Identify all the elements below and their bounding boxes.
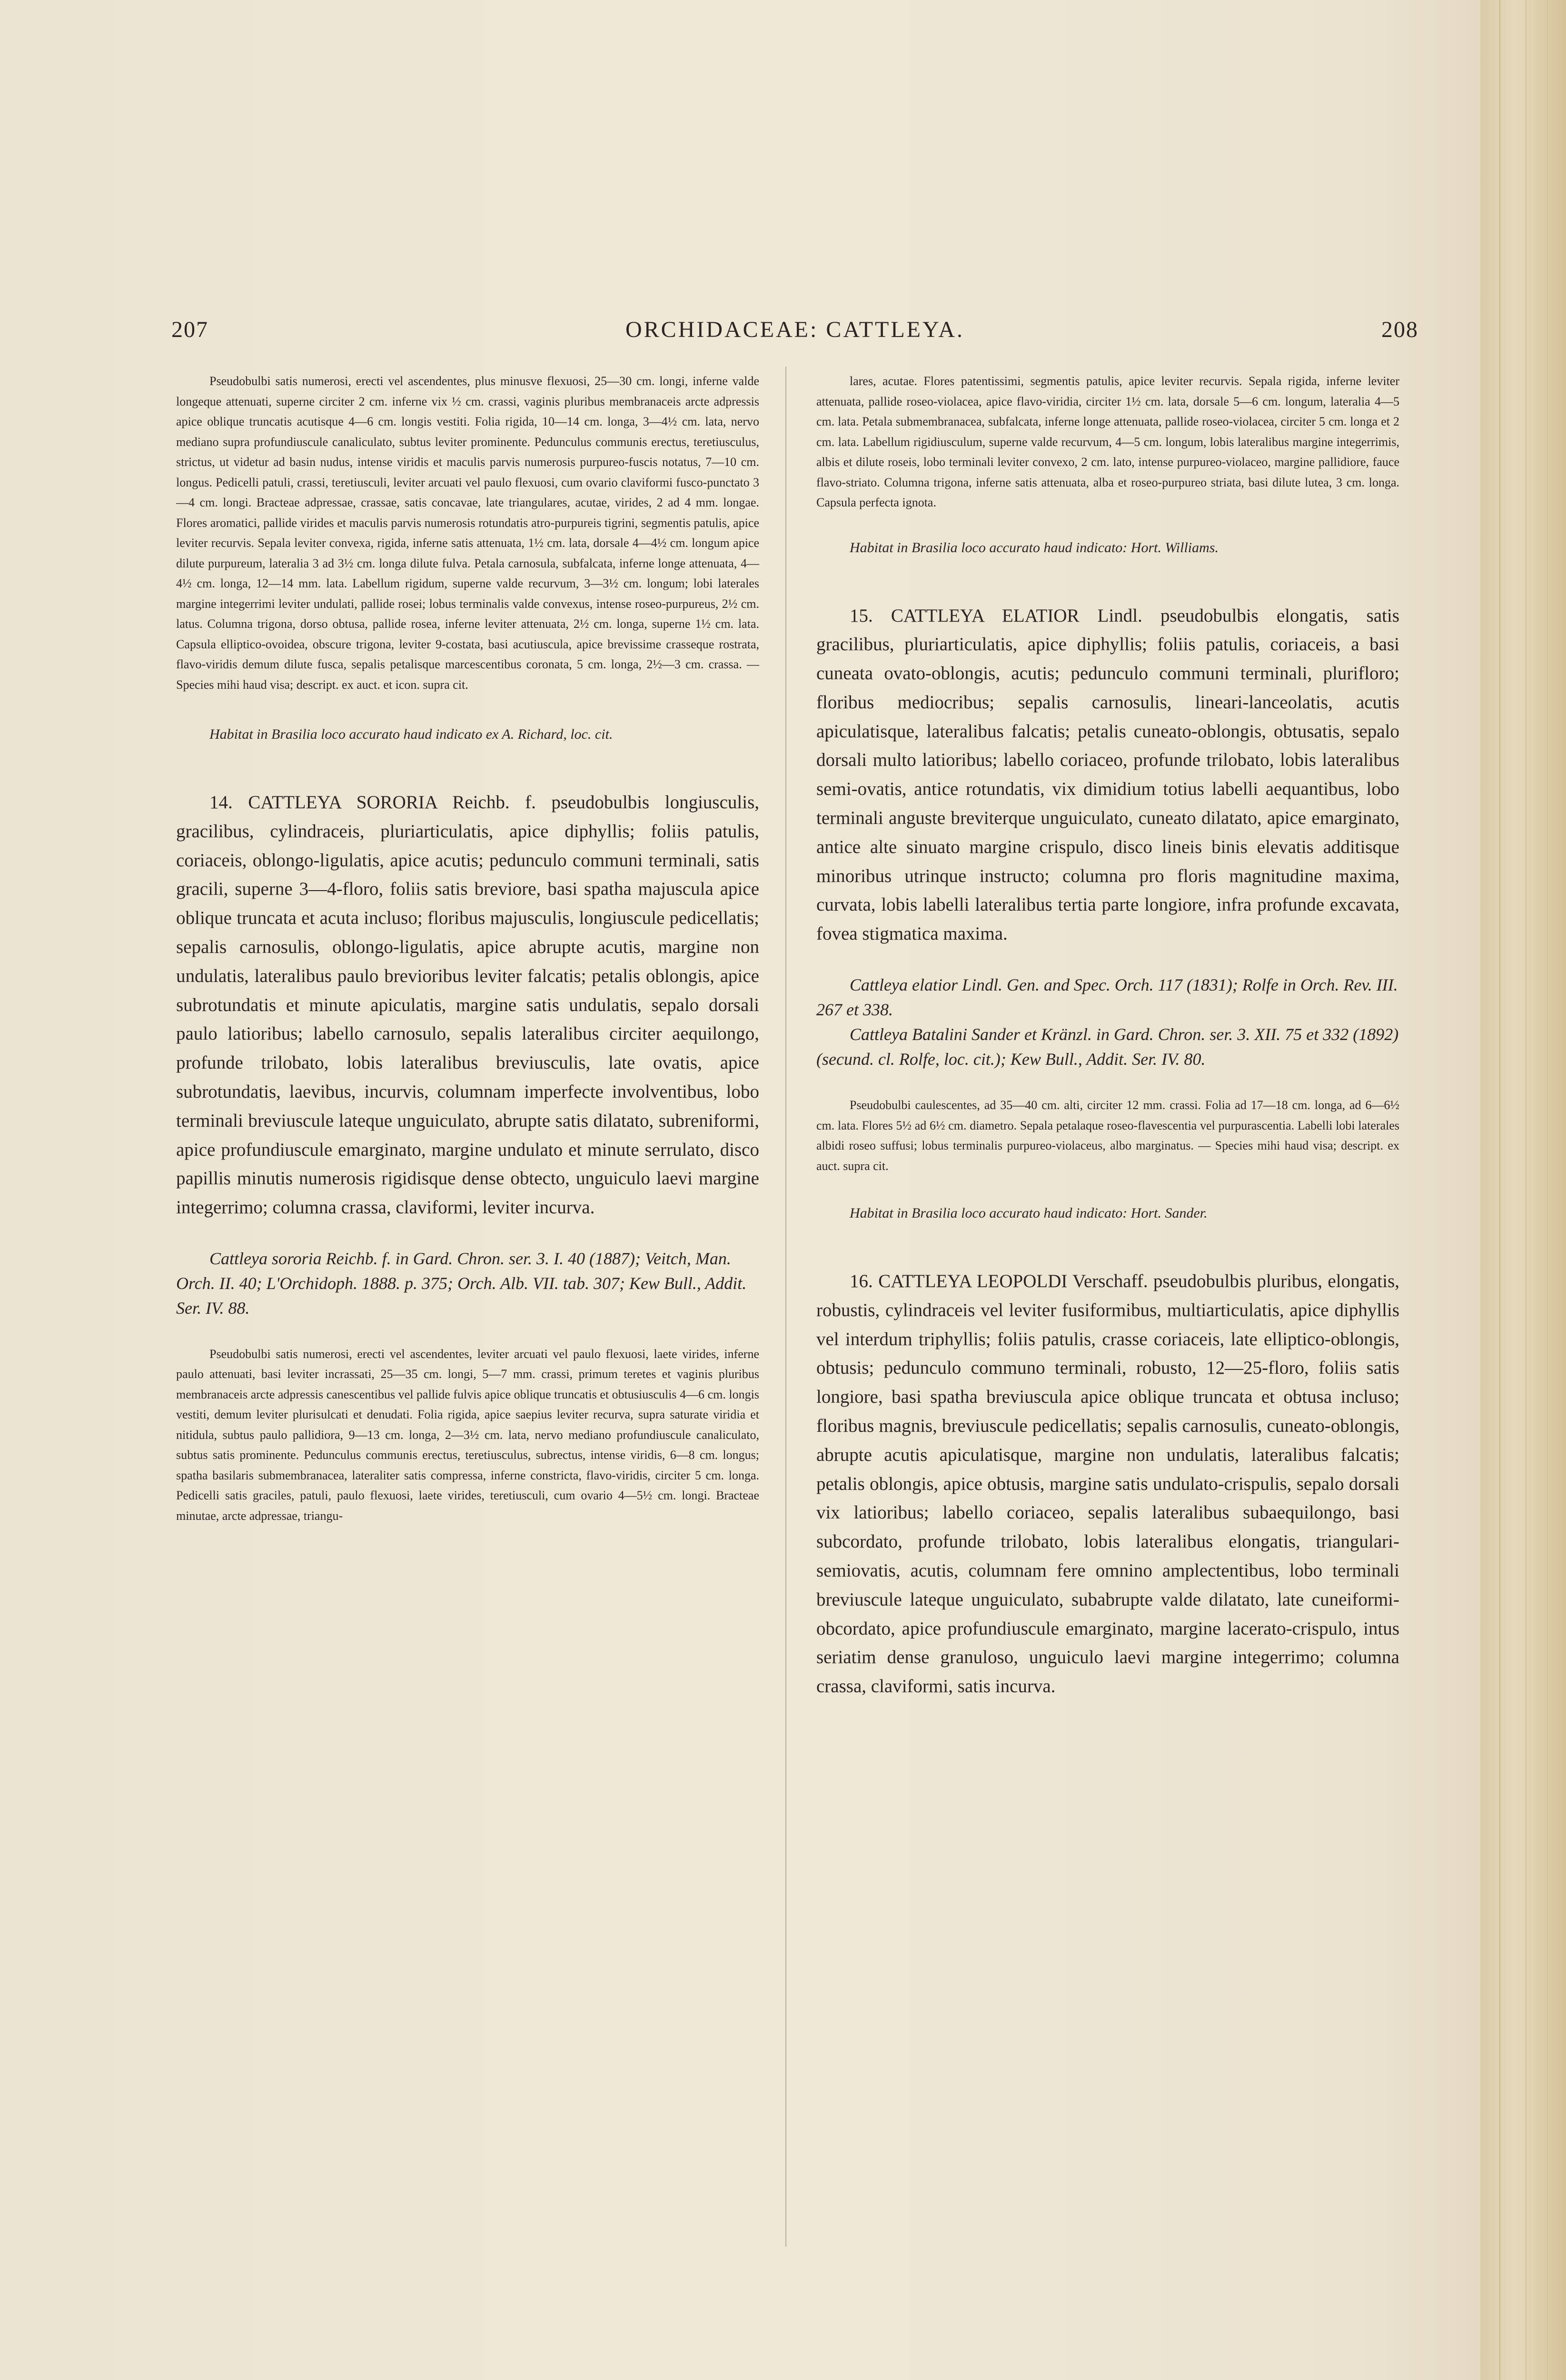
species-13-description: Pseudobulbi satis numerosi, erecti vel ascendentes, plus minusve flexuosi, 25—30 cm. longi, inferne valde longeque attenuati, superne circiter 2 cm. inferne vix ½ cm. crassi, vaginis pluribus membranaceis arcte adpressis apice oblique truncatis acutisque 4—6 cm. longis vestiti. Folia rigida, 10—14 cm. longa, 3—4½ cm. lata, nervo mediano supra profundiuscule canaliculato, subtus leviter prominente. Pedunculus communis erectus, teretiusculus, strictus, ut videtur ad basin nudus, intense viridis et maculis parvis numerosis purpureo-fuscis notatus, 7—10 cm. longus. Pedicelli patuli, crassi, teretiusculi, leviter arcuati vel paulo flexuosi, cum ovario claviformi fusco-punctato 3—4 cm. longi. Bracteae adpressae, crassae, satis concavae, late triangulares, acutae, virides, 2 ad 4 mm. longae. Flores aromatici, pallide virides et maculis parvis numerosis rotundatis atro-purpureis tigrini, segmentis patulis, apice leviter recurvis. Sepala leviter convexa, rigida, inferne satis attenuata, 1½ cm. lata, dorsale 4—4½ cm. longum apice dilute purpureum, lateralia 3 ad 3½ cm. longa dilute fulva. Petala carnosula, subfalcata, inferne longe attenuata, 4—4½ cm. longa, 12—14 mm. lata. Labellum rigidum, superne valde recurvum, 3—3½ cm. longum; lobi laterales margine integerrimi leviter undulati, pallide rosei; lobus terminalis valde convexus, intense roseo-purpureus, 2½ cm. latus. Columna trigona, dorso obtusa, pallide rosea, inferne leviter attenuata, 2½ cm. longa, superne 1½ cm. lata. Capsula elliptico-ovoidea, obscure trigona, leviter 9-costata, basi acutiuscula, apice brevissime crasseque rostrata, flavo-viridis demum dilute fusca, sepalis petalisque marcescentibus coronata, 5 cm. longa, 2½—3 cm. crassa. — Species mihi haud visa; descript. ex auct. et icon. supra cit.: [176, 374, 759, 692]
left-column: [176, 371, 759, 1526]
species-15-citation-b: Cattleya Batalini Sander et Kränzl. in Gard. Chron. ser. 3. XII. 75 et 332 (1892) (secund. cl. Rolfe, loc. cit.); Kew Bull., Addit. Ser. IV. 80.: [816, 1025, 1399, 1069]
species-15-habitat: Habitat in Brasilia loco accurato haud indicato: Hort. Sander.: [850, 1205, 1208, 1221]
species-13-habitat: Habitat in Brasilia loco accurato haud indicato ex A. Richard, loc. cit.: [209, 726, 613, 742]
page-edge-right: [1480, 0, 1566, 2380]
species-14-description-cont: lares, acutae. Flores patentissimi, segmentis patulis, apice leviter recurvis. Sepala rigida, inferne leviter attenuata, pallide roseo-violacea, apice flavo-viridia, circiter 1½ cm. lata, dorsale 5—6 cm. longum, lateralia 4—5 cm. lata. Petala submembranacea, subfalcata, inferne longe attenuata, pallide roseo-violacea, circiter 5 cm. longa et 2 cm. lata. Labellum rigidiusculum, superne valde recurvum, 4—5 cm. longum, lobis lateralibus margine integerrimis, albis et dilute roseis, lobo terminali leviter convexo, 2 cm. lato, intense purpureo-violaceo, margine pallidiore, fauce flavo-striato. Columna trigona, inferne satis attenuata, alba et roseo-purpureo striata, basi dilute lutea, 3 cm. longa. Capsula perfecta ignota.: [816, 374, 1399, 509]
running-header: [171, 317, 1418, 355]
edge-line: [1547, 0, 1548, 2380]
right-column: [816, 371, 1399, 1701]
running-title: ORCHIDACEAE: CATTLEYA.: [625, 317, 964, 342]
species-15-description: Pseudobulbi caulescentes, ad 35—40 cm. alti, circiter 12 mm. crassi. Folia ad 17—18 cm. longa, ad 6—6½ cm. lata. Flores 5½ ad 6½ cm. diametro. Sepala petalaque roseo-flavescentia vel purpurascentia. Labelli lobi laterales albidi roseo suffusi; lobus terminalis purpureo-violaceus, albo marginatus. — Species mihi haud visa; descript. ex auct. supra cit.: [816, 1098, 1399, 1173]
species-16-diagnosis: 16. CATTLEYA LEOPOLDI Verschaff. pseudobulbis pluribus, elongatis, robustis, cylindraceis vel leviter fusiformibus, multiarticulatis, apice diphyllis vel interdum triphyllis; foliis patulis, crasse coriaceis, late elliptico-oblongis, obtusis; pedunculo communo terminali, robusto, 12—25-floro, foliis satis longiore, basi spatha breviuscula apice oblique truncata et obtusa incluso; floribus magnis, breviuscule pedicellatis; sepalis carnosulis, cuneato-oblongis, abrupte acutis apiculatisque, margine non undulatis, lateralibus falcatis; petalis oblongis, apice obtusis, margine satis undulato-crispulis, sepalo dorsali vix latioribus; labello coriaceo, sepalis lateralibus subaequilongo, basi subcordato, profunde trilobato, lobis lateralibus elongatis, triangulari-semiovatis, acutis, columnam fere omnino amplectentibus, lobo terminali breviuscule lateque unguiculato, subabrupte valde dilatato, late cuneiformi-obcordato, apice profundiuscule emarginato, margine lacerato-crispulo, intus seriatim dense granuloso, unguiculo laevi margine integerrimo; columna crassa, claviformi, satis incurva.: [816, 1271, 1399, 1697]
species-14-diagnosis: 14. CATTLEYA SORORIA Reichb. f. pseudobulbis longiusculis, gracilibus, cylindraceis, pluriarticulatis, apice diphyllis; foliis patulis, coriaceis, oblongo-ligulatis, apice acutis; pedunculo communi terminali, satis gracili, superne 3—4-floro, foliis satis breviore, basi spatha majuscula apice oblique truncata et acuta incluso; floribus majusculis, longiuscule pedicellatis; sepalis carnosulis, oblongo-ligulatis, apice abrupte acutis, margine non undulatis, lateralibus paulo brevioribus leviter falcatis; petalis oblongis, apice subrotundatis et minute apiculatis, margine satis undulatis, sepalo dorsali paulo latioribus; labello carnosulo, sepalis lateralibus circiter aequilongo, profunde trilobato, lobis lateralibus breviusculis, late ovatis, apice subrotundatis, laevibus, incurvis, columnam imperfecte involventibus, lobo terminali breviuscule lateque unguiculato, abrupte satis dilatato, subreniformi, apice profundiuscule emarginato, margine undulato et minute serrulato, disco papillis minutis numerosis rigidisque dense obtecto, unguiculo laevi margine integerrimo; columna crassa, claviformi, leviter incurva.: [176, 792, 759, 1218]
column-divider: [785, 367, 786, 2247]
page-number-left: 207: [171, 317, 208, 342]
edge-line: [1499, 0, 1500, 2380]
page-number-right: 208: [1381, 317, 1418, 342]
species-14-description: Pseudobulbi satis numerosi, erecti vel ascendentes, leviter arcuati vel paulo flexuosi, laete virides, inferne paulo attenuati, basi leviter incrassati, 25—35 cm. longi, 5—7 mm. crassi, primum teretes et vaginis pluribus membranaceis arcte adpressis canescentibus vel pallide fulvis apice oblique truncatis et obtusiusculis 4—6 cm. longis vestiti, demum leviter plurisulcati et denudati. Folia rigida, apice saepius leviter recurva, supra saturate viridia et nitidula, subtus paulo pallidiora, 9—13 cm. longa, 2—3½ cm. lata, nervo mediano profundiuscule canaliculato, subtus satis prominente. Pedunculus communis erectus, teretiusculus, subrectus, intense viridis, 6—8 cm. longus; spatha basilaris submembranacea, lateraliter satis compressa, inferne constricta, flavo-viridis, circiter 5 cm. longa. Pedicelli satis graciles, patuli, paulo flexuosi, laete virides, teretiusculi, cum ovario 4—5½ cm. longi. Bracteae minutae, arcte adpressae, triangu-: [176, 1347, 759, 1523]
species-14-citation: Cattleya sororia Reichb. f. in Gard. Chron. ser. 3. I. 40 (1887); Veitch, Man. Orch. II. 40; L'Orchidoph. 1888. p. 375; Orch. Alb. VII. tab. 307; Kew Bull., Addit. Ser. IV. 88.: [176, 1249, 747, 1318]
species-15-diagnosis: 15. CATTLEYA ELATIOR Lindl. pseudobulbis elongatis, satis gracilibus, pluriarticulatis, apice diphyllis; foliis patulis, coriaceis, a basi cuneata ovato-oblongis, acutis; pedunculo communi terminali, plurifloro; floribus mediocribus; sepalis carnosulis, lineari-lanceolatis, acutis apiculatisque, lateralibus falcatis; petalis cuneato-oblongis, obtusatis, sepalo dorsali multo latioribus; labello coriaceo, profunde trilobato, lobis lateralibus semi-ovatis, antice rotundatis, vix dimidium totius labelli aequantibus, lobo terminali anguste breviterque unguiculato, cuneato dilatato, apice emarginato, antice alte sinuato margine crispulo, disco lineis binis elevatis additisque minoribus utrinque instructo; columna pro floris magnitudine maxima, curvata, lobis labelli lateralibus tertia parte longiore, infra profunde excavata, fovea stigmatica maxima.: [816, 605, 1399, 944]
species-14-habitat: Habitat in Brasilia loco accurato haud indicato: Hort. Williams.: [850, 539, 1219, 555]
species-15-citation-a: Cattleya elatior Lindl. Gen. and Spec. Orch. 117 (1831); Rolfe in Orch. Rev. III. 267 et 338.: [816, 975, 1398, 1020]
